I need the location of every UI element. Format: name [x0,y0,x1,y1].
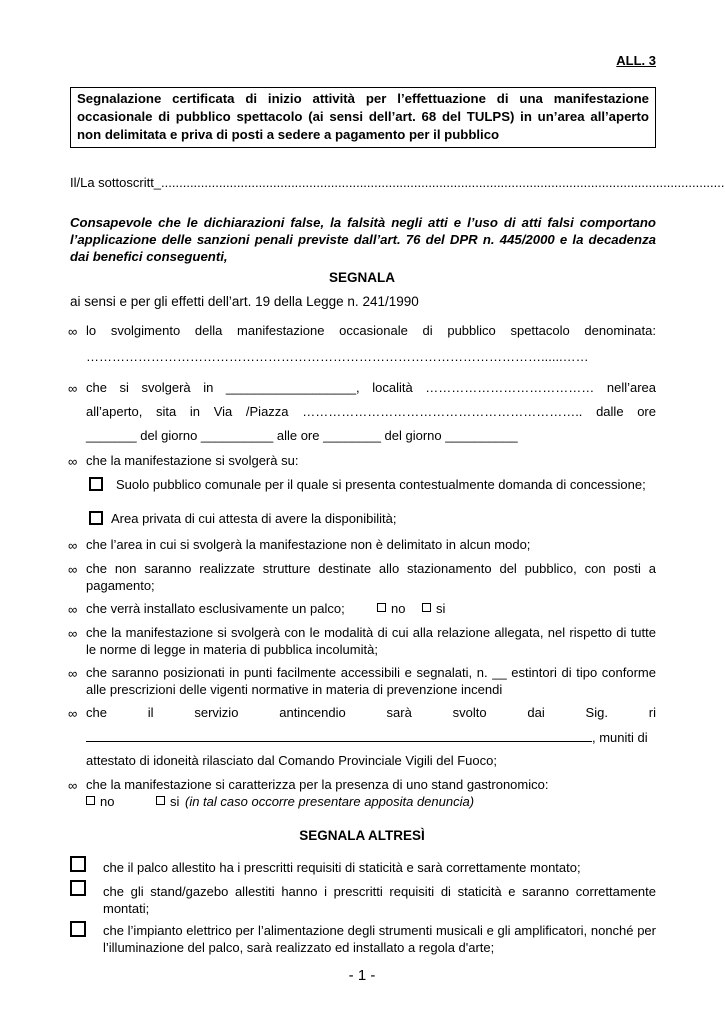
checkbox-icon[interactable] [377,603,386,612]
document-title: Segnalazione certificata di inizio attività per l’effettuazione di una manifestazione occasionale di pubblico spettacolo (ai sensi dell’art. 68 del TULPS) in un’area all’aperto non delimitata e priva di posti a sedere a pagamento per il pubblico [70,87,656,148]
item-servizio-antincendio: che il servizio antincendio sarà svolto dai Sig. ri [86,705,656,720]
altresi-stand-gazebo: che gli stand/gazebo allestiti hanno i prescritti requisiti di staticità e saranno correttamente montati; [103,884,656,916]
item-palco: che verrà installato esclusivamente un palco; [86,601,345,616]
item-manifestazione-denominata: lo svolgimento della manifestazione occasionale di pubblico spettacolo denominata: [86,323,656,338]
bullet-icon: ∞ [68,324,78,339]
segnala-heading: SEGNALA [328,270,395,285]
item-stand-gastronomico: che la manifestazione si caratterizza per la presenza di uno stand gastronomico: [86,777,549,792]
denominazione-field[interactable]: ……………………………………………………………………………………………......…… [86,349,589,364]
bullet-icon: ∞ [68,454,78,469]
item-modalita-relazione: che la manifestazione si svolgerà con le modalità di cui alla relazione allegata, nel rispetto di tutte le norme di legge in materia di pubblica incolumità; [86,625,656,657]
stand-no-option[interactable]: no [86,794,114,809]
bullet-icon: ∞ [68,602,78,617]
antincendio-names-field[interactable] [86,729,592,742]
page-number: - 1 - [348,967,376,984]
option-suolo-pubblico: Suolo pubblico comunale per il quale si presenta contestualmente domanda di concessione; [116,477,646,492]
bullet-icon: ∞ [68,562,78,577]
checkbox-stand-gazebo[interactable] [70,880,86,896]
item-orari-line3: _______ del giorno __________ alle ore ________ del giorno __________ [86,428,518,443]
item-area-non-delimitata: che l’area in cui si svolgerà la manifestazione non è delimitato in alcun modo; [86,537,531,552]
stand-si-option[interactable]: si [156,794,179,809]
checkbox-icon[interactable] [156,796,165,805]
altresi-impianto-elettrico: che l’impianto elettrico per l’alimentazione degli strumenti musicali e gli amplificatori, nonché per l’illuminazione del palco, sarà realizzato ed installato a regola d'arte; [103,923,656,955]
stand-note: (in tal caso occorre presentare apposita denuncia) [185,794,475,809]
altresi-palco: che il palco allestito ha i prescritti requisiti di staticità e sarà correttamente montato; [103,860,581,875]
item-strutture-pubblico: che non saranno realizzate strutture destinate allo stazionamento del pubblico, con posti a pagamento; [86,561,656,593]
sottoscritto-line [70,175,725,190]
bullet-icon: ∞ [68,666,78,681]
segnala-altresi-heading: SEGNALA ALTRESÌ [299,828,425,843]
checkbox-impianto-elettrico[interactable] [70,921,86,937]
bullet-icon: ∞ [68,381,78,396]
item-svolgimento-su: che la manifestazione si svolgerà su: [86,453,299,468]
checkbox-palco-statica[interactable] [70,856,86,872]
palco-no-option[interactable]: no [377,601,405,616]
option-area-privata: Area privata di cui attesta di avere la disponibilità; [111,511,397,526]
palco-si-option[interactable]: si [422,601,445,616]
bullet-icon: ∞ [68,626,78,641]
antincendio-line2: , muniti di [86,729,656,745]
checkbox-suolo-pubblico[interactable] [89,477,103,491]
allegato-label: ALL. 3 [616,53,656,68]
bullet-icon: ∞ [68,778,78,793]
checkbox-icon[interactable] [422,603,431,612]
checkbox-icon[interactable] [86,796,95,805]
bullet-icon: ∞ [68,706,78,721]
bullet-icon: ∞ [68,538,78,553]
antincendio-attestato: attestato di idoneità rilasciato dal Comando Provinciale Vigili del Fuoco; [86,753,497,768]
checkbox-area-privata[interactable] [89,511,103,525]
sottoscritto-label: Il/La sottoscritt_ [70,175,162,190]
sottoscritto-field[interactable]: ............................................................................................................................................................ [161,175,725,190]
item-luogo-line2: all’aperto, sita in Via /Piazza ……………………………………………………….. dalle ore [86,404,656,419]
item-estintori: che saranno posizionati in punti facilmente accessibili e segnalati, n. __ estintori di tipo conforme alle prescrizioni delle vigenti normative in materia di prevenzione incendi [86,665,656,697]
item-luogo-line1: che si svolgerà in __________________, località ………………………………… nell’area [86,380,656,395]
legge-reference: ai sensi e per gli effetti dell’art. 19 della Legge n. 241/1990 [70,294,419,309]
consapevole-paragraph: Consapevole che le dichiarazioni false, la falsità negli atti e l’uso di atti falsi comportano l’applicazione delle sanzioni penali previste dall’art. 76 del DPR n. 445/2000 e la decadenza dai benefici conseguenti, [70,215,656,264]
